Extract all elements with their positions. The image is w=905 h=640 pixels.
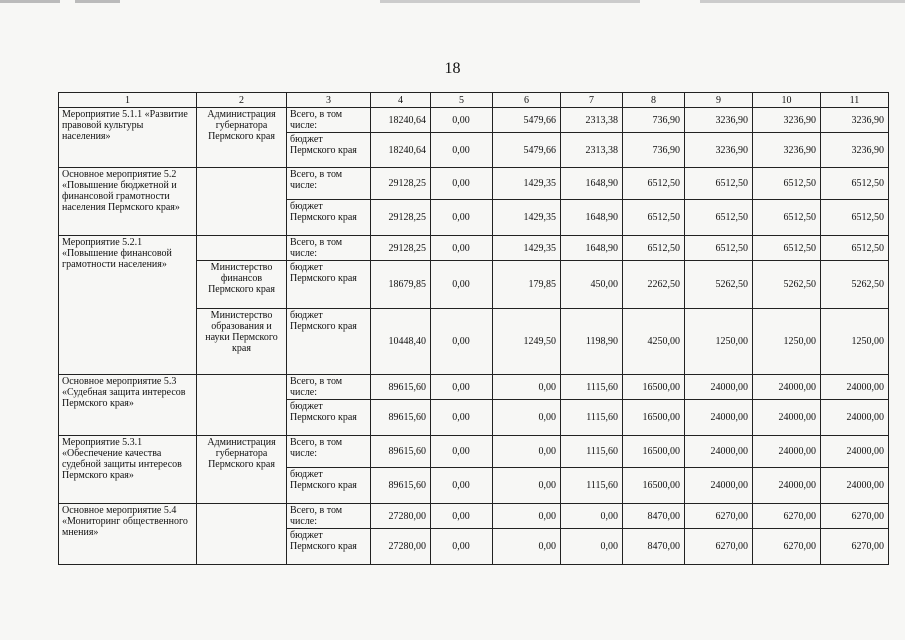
source-label: бюджет Пермского края [287, 529, 371, 565]
col-header: 2 [197, 93, 287, 108]
amount-cell: 1115,60 [561, 375, 623, 400]
source-label: Всего, в том числе: [287, 236, 371, 261]
amount-cell: 736,90 [623, 108, 685, 133]
amount-cell: 6270,00 [821, 529, 889, 565]
amount-cell: 89615,60 [371, 436, 431, 468]
amount-cell: 24000,00 [821, 375, 889, 400]
amount-cell: 0,00 [431, 200, 493, 236]
source-label: бюджет Пермского края [287, 400, 371, 436]
col-header: 5 [431, 93, 493, 108]
activity-name: Основное мероприятие 5.2 «Повышение бюджетной и финансовой грамотности населения Пермского края» [59, 168, 197, 236]
amount-cell: 24000,00 [821, 436, 889, 468]
amount-cell: 0,00 [561, 529, 623, 565]
amount-cell: 6512,50 [753, 236, 821, 261]
amount-cell: 1429,35 [493, 236, 561, 261]
table-row [59, 168, 889, 200]
amount-cell: 24000,00 [753, 436, 821, 468]
amount-cell: 89615,60 [371, 375, 431, 400]
amount-cell: 24000,00 [685, 375, 753, 400]
amount-cell: 6512,50 [753, 168, 821, 200]
executor-cell: Министерство образования и науки Пермского края [197, 309, 287, 375]
executor-cell [197, 504, 287, 565]
activity-name: Мероприятие 5.3.1 «Обеспечение качества судебной защиты интересов Пермского края» [59, 436, 197, 504]
amount-cell: 0,00 [431, 436, 493, 468]
amount-cell: 5479,66 [493, 133, 561, 168]
amount-cell: 1429,35 [493, 200, 561, 236]
amount-cell: 5262,50 [753, 261, 821, 309]
amount-cell: 24000,00 [685, 400, 753, 436]
executor-cell: Администрация губернатора Пермского края [197, 108, 287, 168]
amount-cell: 8470,00 [623, 529, 685, 565]
amount-cell: 6512,50 [821, 200, 889, 236]
col-header: 11 [821, 93, 889, 108]
amount-cell: 0,00 [493, 529, 561, 565]
amount-cell: 0,00 [431, 261, 493, 309]
amount-cell: 1115,60 [561, 436, 623, 468]
col-header: 8 [623, 93, 685, 108]
amount-cell: 2262,50 [623, 261, 685, 309]
amount-cell: 0,00 [431, 375, 493, 400]
amount-cell: 0,00 [493, 468, 561, 504]
amount-cell: 5479,66 [493, 108, 561, 133]
amount-cell: 24000,00 [685, 436, 753, 468]
amount-cell: 5262,50 [821, 261, 889, 309]
amount-cell: 0,00 [431, 309, 493, 375]
amount-cell: 3236,90 [685, 108, 753, 133]
amount-cell: 18679,85 [371, 261, 431, 309]
funding-table [58, 92, 889, 565]
amount-cell: 450,00 [561, 261, 623, 309]
amount-cell: 3236,90 [753, 133, 821, 168]
amount-cell: 0,00 [431, 108, 493, 133]
amount-cell: 5262,50 [685, 261, 753, 309]
source-label: Всего, в том числе: [287, 375, 371, 400]
amount-cell: 0,00 [493, 504, 561, 529]
amount-cell: 1250,00 [753, 309, 821, 375]
amount-cell: 6270,00 [685, 529, 753, 565]
col-header: 7 [561, 93, 623, 108]
amount-cell: 0,00 [493, 375, 561, 400]
amount-cell: 3236,90 [685, 133, 753, 168]
col-header: 10 [753, 93, 821, 108]
header-row [59, 93, 889, 108]
amount-cell: 1115,60 [561, 400, 623, 436]
amount-cell: 24000,00 [753, 468, 821, 504]
table-row [59, 436, 889, 468]
source-label: бюджет Пермского края [287, 468, 371, 504]
amount-cell: 2313,38 [561, 108, 623, 133]
amount-cell: 0,00 [493, 436, 561, 468]
amount-cell: 89615,60 [371, 468, 431, 504]
amount-cell: 16500,00 [623, 436, 685, 468]
amount-cell: 6512,50 [623, 236, 685, 261]
table-row [59, 108, 889, 133]
amount-cell: 8470,00 [623, 504, 685, 529]
amount-cell: 6270,00 [753, 529, 821, 565]
amount-cell: 1115,60 [561, 468, 623, 504]
amount-cell: 29128,25 [371, 236, 431, 261]
source-label: бюджет Пермского края [287, 261, 371, 309]
amount-cell: 0,00 [431, 529, 493, 565]
amount-cell: 6512,50 [753, 200, 821, 236]
amount-cell: 1250,00 [685, 309, 753, 375]
source-label: бюджет Пермского края [287, 309, 371, 375]
amount-cell: 3236,90 [753, 108, 821, 133]
executor-cell [197, 375, 287, 436]
amount-cell: 6512,50 [685, 168, 753, 200]
amount-cell: 24000,00 [753, 375, 821, 400]
amount-cell: 10448,40 [371, 309, 431, 375]
amount-cell: 24000,00 [685, 468, 753, 504]
amount-cell: 1249,50 [493, 309, 561, 375]
amount-cell: 4250,00 [623, 309, 685, 375]
amount-cell: 6270,00 [685, 504, 753, 529]
amount-cell: 0,00 [431, 236, 493, 261]
amount-cell: 6512,50 [623, 200, 685, 236]
source-label: бюджет Пермского края [287, 200, 371, 236]
amount-cell: 0,00 [431, 504, 493, 529]
table-row [59, 236, 889, 261]
amount-cell: 1648,90 [561, 168, 623, 200]
amount-cell: 1429,35 [493, 168, 561, 200]
page-number: 18 [444, 60, 461, 77]
amount-cell: 24000,00 [821, 468, 889, 504]
activity-name: Основное мероприятие 5.3 «Судебная защита интересов Пермского края» [59, 375, 197, 436]
amount-cell: 3236,90 [821, 133, 889, 168]
amount-cell: 24000,00 [821, 400, 889, 436]
amount-cell: 1648,90 [561, 200, 623, 236]
amount-cell: 6512,50 [623, 168, 685, 200]
table-row [59, 375, 889, 400]
amount-cell: 736,90 [623, 133, 685, 168]
amount-cell: 18240,64 [371, 108, 431, 133]
activity-name: Мероприятие 5.1.1 «Развитие правовой культуры населения» [59, 108, 197, 168]
executor-cell [197, 236, 287, 261]
source-label: бюджет Пермского края [287, 133, 371, 168]
amount-cell: 16500,00 [623, 468, 685, 504]
amount-cell: 0,00 [431, 468, 493, 504]
source-label: Всего, в том числе: [287, 108, 371, 133]
amount-cell: 6270,00 [821, 504, 889, 529]
amount-cell: 27280,00 [371, 529, 431, 565]
amount-cell: 89615,60 [371, 400, 431, 436]
amount-cell: 1648,90 [561, 236, 623, 261]
amount-cell: 16500,00 [623, 375, 685, 400]
amount-cell: 1198,90 [561, 309, 623, 375]
amount-cell: 24000,00 [753, 400, 821, 436]
amount-cell: 6270,00 [753, 504, 821, 529]
amount-cell: 0,00 [431, 168, 493, 200]
amount-cell: 29128,25 [371, 168, 431, 200]
source-label: Всего, в том числе: [287, 436, 371, 468]
amount-cell: 179,85 [493, 261, 561, 309]
amount-cell: 0,00 [561, 504, 623, 529]
amount-cell: 6512,50 [685, 200, 753, 236]
amount-cell: 6512,50 [821, 236, 889, 261]
amount-cell: 2313,38 [561, 133, 623, 168]
amount-cell: 0,00 [431, 400, 493, 436]
table-row [59, 504, 889, 529]
executor-cell: Администрация губернатора Пермского края [197, 436, 287, 504]
amount-cell: 3236,90 [821, 108, 889, 133]
source-label: Всего, в том числе: [287, 504, 371, 529]
amount-cell: 16500,00 [623, 400, 685, 436]
scan-edge [0, 0, 905, 3]
col-header: 4 [371, 93, 431, 108]
col-header: 9 [685, 93, 753, 108]
col-header: 1 [59, 93, 197, 108]
activity-name: Мероприятие 5.2.1 «Повышение финансовой грамотности населения» [59, 236, 197, 375]
amount-cell: 6512,50 [685, 236, 753, 261]
executor-cell: Министерство финансов Пермского края [197, 261, 287, 309]
amount-cell: 1250,00 [821, 309, 889, 375]
executor-cell [197, 168, 287, 236]
amount-cell: 0,00 [431, 133, 493, 168]
col-header: 6 [493, 93, 561, 108]
amount-cell: 18240,64 [371, 133, 431, 168]
amount-cell: 27280,00 [371, 504, 431, 529]
col-header: 3 [287, 93, 371, 108]
source-label: Всего, в том числе: [287, 168, 371, 200]
activity-name: Основное мероприятие 5.4 «Мониторинг общественного мнения» [59, 504, 197, 565]
amount-cell: 0,00 [493, 400, 561, 436]
amount-cell: 29128,25 [371, 200, 431, 236]
amount-cell: 6512,50 [821, 168, 889, 200]
